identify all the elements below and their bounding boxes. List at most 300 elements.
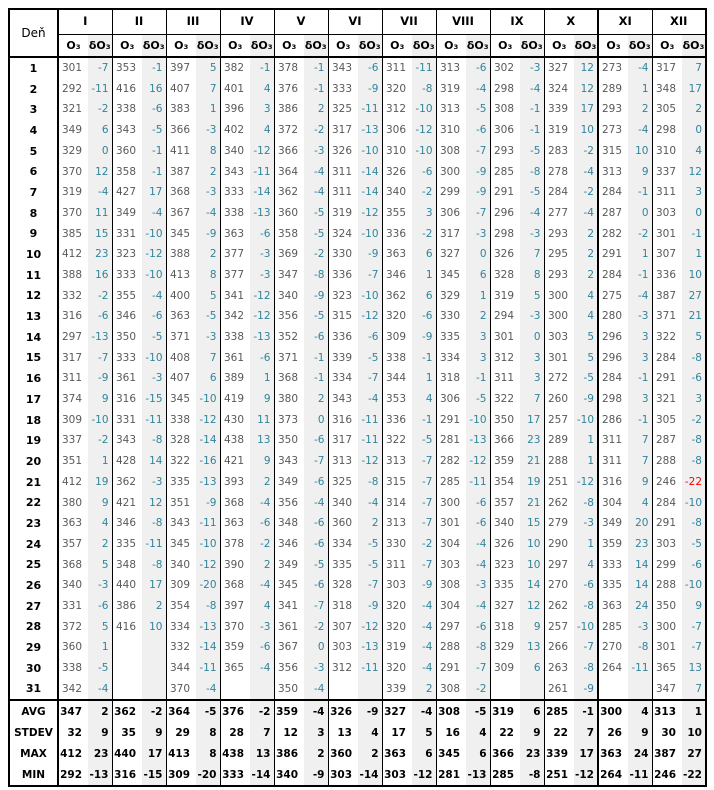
o3-cell: 388 (166, 244, 196, 265)
do3-subheader: δO₃ (466, 35, 490, 58)
do3-cell: 4 (574, 306, 598, 327)
do3-cell (628, 679, 652, 701)
do3-cell: 3 (628, 327, 652, 348)
do3-cell: 11 (88, 203, 112, 224)
o3-cell: 327 (544, 57, 574, 79)
table-row (9, 203, 706, 224)
do3-cell: -8 (682, 348, 706, 369)
do3-cell: -3 (466, 224, 490, 245)
summary-do3-cell: 4 (466, 722, 490, 743)
o3-cell: 402 (220, 120, 250, 141)
do3-cell: 10 (520, 534, 544, 555)
day-cell: 23 (9, 513, 58, 534)
do3-cell: -4 (412, 658, 436, 679)
o3-cell: 264 (598, 658, 628, 679)
do3-cell: -4 (466, 534, 490, 555)
o3-cell: 288 (652, 575, 682, 596)
do3-cell: -6 (304, 430, 328, 451)
do3-cell: -7 (682, 637, 706, 658)
o3-cell: 324 (328, 224, 358, 245)
o3-cell: 331 (112, 224, 142, 245)
do3-cell: -9 (88, 368, 112, 389)
o3-cell: 298 (652, 120, 682, 141)
o3-cell: 311 (382, 555, 412, 576)
do3-cell: -12 (250, 141, 274, 162)
summary-o3-cell: 303 (328, 764, 358, 786)
o3-cell: 377 (220, 265, 250, 286)
o3-cell: 343 (328, 57, 358, 79)
do3-cell: -2 (412, 534, 436, 555)
do3-cell: -4 (520, 79, 544, 100)
o3-cell: 343 (112, 430, 142, 451)
table-row (9, 57, 706, 79)
do3-cell: -1 (628, 368, 652, 389)
do3-cell: 3 (682, 389, 706, 410)
do3-cell: 5 (196, 57, 220, 79)
do3-cell: -1 (304, 348, 328, 369)
do3-cell: -3 (196, 120, 220, 141)
do3-cell: 2 (304, 389, 328, 410)
day-cell: 13 (9, 306, 58, 327)
do3-cell: -10 (358, 224, 382, 245)
do3-cell: -5 (88, 658, 112, 679)
month-header-IV: IV (220, 9, 274, 35)
highlighted-do3-cell: -22 (682, 472, 706, 493)
do3-cell: 5 (574, 348, 598, 369)
o3-cell: 320 (382, 658, 412, 679)
do3-cell: 17 (142, 575, 166, 596)
o3-cell: 285 (436, 472, 466, 493)
o3-cell: 416 (112, 79, 142, 100)
do3-cell: -4 (304, 161, 328, 182)
o3-cell: 416 (112, 617, 142, 638)
o3-cell: 340 (490, 513, 520, 534)
o3-cell: 313 (598, 161, 628, 182)
o3-cell: 311 (598, 451, 628, 472)
o3-cell: 346 (274, 534, 304, 555)
do3-cell: -6 (466, 492, 490, 513)
do3-cell: -7 (412, 555, 436, 576)
o3-cell: 300 (652, 617, 682, 638)
do3-cell: -12 (358, 451, 382, 472)
do3-cell: 1 (628, 79, 652, 100)
o3-cell: 363 (382, 244, 412, 265)
table-row (9, 79, 706, 100)
day-cell: 10 (9, 244, 58, 265)
do3-cell: 17 (520, 410, 544, 431)
do3-cell: -14 (358, 182, 382, 203)
o3-cell: 287 (652, 430, 682, 451)
o3-cell: 341 (274, 596, 304, 617)
do3-cell: 2 (250, 555, 274, 576)
o3-cell: 303 (652, 534, 682, 555)
o3-cell: 345 (436, 265, 466, 286)
do3-cell: -5 (358, 555, 382, 576)
do3-cell: 9 (520, 617, 544, 638)
do3-cell: 1 (412, 368, 436, 389)
o3-cell: 298 (490, 224, 520, 245)
do3-cell: -6 (250, 348, 274, 369)
o3-cell: 412 (58, 244, 88, 265)
table-row (9, 637, 706, 658)
o3-cell: 390 (220, 555, 250, 576)
do3-cell: 2 (628, 99, 652, 120)
do3-cell: -8 (358, 472, 382, 493)
month-header-VII: VII (382, 9, 436, 35)
do3-cell: -5 (358, 348, 382, 369)
do3-cell: -11 (142, 410, 166, 431)
do3-subheader: δO₃ (520, 35, 544, 58)
do3-cell: -1 (250, 57, 274, 79)
o3-cell: 411 (166, 141, 196, 162)
o3-cell: 322 (166, 451, 196, 472)
o3-cell: 333 (112, 348, 142, 369)
table-row (9, 679, 706, 701)
o3-cell: 262 (544, 596, 574, 617)
o3-cell: 376 (274, 79, 304, 100)
o3-cell: 318 (436, 368, 466, 389)
o3-subheader: O₃ (58, 35, 88, 58)
month-header-IX: IX (490, 9, 544, 35)
do3-cell: 17 (142, 182, 166, 203)
o3-cell: 386 (112, 596, 142, 617)
do3-cell: -7 (304, 451, 328, 472)
o3-cell: 371 (652, 306, 682, 327)
summary-o3-cell: 281 (436, 764, 466, 786)
o3-cell: 308 (436, 575, 466, 596)
o3-cell: 305 (652, 99, 682, 120)
o3-subheader: O₃ (220, 35, 250, 58)
o3-cell: 362 (112, 472, 142, 493)
do3-cell: 4 (250, 120, 274, 141)
o3-cell: 368 (58, 555, 88, 576)
o3-subheader: O₃ (490, 35, 520, 58)
table-row (9, 306, 706, 327)
o3-cell: 288 (436, 637, 466, 658)
do3-cell: -9 (358, 79, 382, 100)
do3-cell: 5 (196, 286, 220, 307)
do3-cell: -6 (466, 617, 490, 638)
o3-cell: 302 (490, 57, 520, 79)
do3-cell: -4 (304, 182, 328, 203)
do3-cell: -8 (196, 596, 220, 617)
do3-cell: -5 (574, 368, 598, 389)
o3-cell: 290 (544, 534, 574, 555)
do3-cell: 13 (682, 658, 706, 679)
o3-cell: 261 (544, 679, 574, 701)
summary-do3-cell: -5 (466, 700, 490, 722)
o3-cell: 351 (166, 492, 196, 513)
o3-cell: 333 (220, 182, 250, 203)
do3-cell: -4 (196, 203, 220, 224)
o3-cell: 359 (490, 451, 520, 472)
o3-cell: 370 (166, 679, 196, 701)
o3-cell: 323 (112, 244, 142, 265)
o3-cell: 299 (436, 182, 466, 203)
o3-cell: 336 (382, 410, 412, 431)
do3-cell: 21 (520, 451, 544, 472)
table-row (9, 286, 706, 307)
do3-cell: 23 (520, 430, 544, 451)
do3-cell: -3 (250, 244, 274, 265)
do3-cell: 12 (682, 161, 706, 182)
do3-cell: 17 (574, 99, 598, 120)
o3-cell: 368 (220, 492, 250, 513)
o3-cell: 370 (58, 161, 88, 182)
do3-cell: 6 (412, 286, 436, 307)
o3-cell: 331 (58, 596, 88, 617)
do3-subheader: δO₃ (142, 35, 166, 58)
summary-o3-cell: 387 (652, 743, 682, 764)
o3-cell: 263 (544, 658, 574, 679)
table-row (9, 327, 706, 348)
do3-cell: -9 (358, 596, 382, 617)
do3-cell: 4 (574, 286, 598, 307)
do3-cell: 12 (574, 57, 598, 79)
o3-cell: 312 (490, 348, 520, 369)
do3-cell: 3 (520, 368, 544, 389)
o3-cell: 289 (544, 430, 574, 451)
do3-cell: 12 (88, 161, 112, 182)
do3-cell: -1 (628, 265, 652, 286)
o3-cell: 348 (112, 555, 142, 576)
do3-cell: 11 (250, 410, 274, 431)
o3-cell: 342 (220, 306, 250, 327)
o3-cell: 304 (436, 596, 466, 617)
day-cell: 26 (9, 575, 58, 596)
do3-cell: -13 (466, 430, 490, 451)
o3-cell: 315 (598, 141, 628, 162)
o3-cell: 297 (544, 555, 574, 576)
do3-cell: -5 (412, 430, 436, 451)
o3-cell: 353 (382, 389, 412, 410)
o3-cell: 311 (58, 368, 88, 389)
do3-cell: -11 (358, 658, 382, 679)
summary-o3-cell: 30 (652, 722, 682, 743)
o3-cell: 280 (598, 306, 628, 327)
o3-cell: 337 (652, 161, 682, 182)
summary-do3-cell: 3 (304, 722, 328, 743)
o3-cell: 361 (220, 348, 250, 369)
summary-do3-cell: 4 (628, 700, 652, 722)
table-row (9, 265, 706, 286)
table-row (9, 120, 706, 141)
o3-cell: 323 (490, 555, 520, 576)
o3-cell: 310 (652, 141, 682, 162)
o3-cell: 341 (220, 286, 250, 307)
table-row (9, 617, 706, 638)
o3-cell: 352 (274, 327, 304, 348)
o3-cell: 382 (220, 57, 250, 79)
do3-subheader: δO₃ (250, 35, 274, 58)
o3-cell: 318 (328, 596, 358, 617)
do3-cell: 3 (466, 348, 490, 369)
do3-cell: -11 (196, 658, 220, 679)
do3-cell: 14 (142, 451, 166, 472)
summary-o3-cell: 386 (274, 743, 304, 764)
do3-cell: -4 (142, 203, 166, 224)
summary-o3-cell: 26 (598, 722, 628, 743)
do3-cell: -7 (358, 575, 382, 596)
do3-cell: 6 (412, 244, 436, 265)
o3-cell: 339 (544, 99, 574, 120)
o3-cell: 344 (382, 368, 412, 389)
day-cell: 17 (9, 389, 58, 410)
day-cell: 19 (9, 430, 58, 451)
o3-cell: 348 (652, 79, 682, 100)
summary-do3-cell: 13 (250, 743, 274, 764)
do3-cell: 10 (520, 555, 544, 576)
o3-cell: 368 (274, 368, 304, 389)
do3-cell: -1 (142, 57, 166, 79)
do3-cell: -9 (412, 575, 436, 596)
day-cell: 16 (9, 368, 58, 389)
o3-cell: 340 (328, 492, 358, 513)
do3-cell: -8 (574, 658, 598, 679)
table-row (9, 161, 706, 182)
o3-cell: 310 (436, 120, 466, 141)
do3-cell: -2 (304, 617, 328, 638)
do3-cell: 2 (412, 679, 436, 701)
do3-cell: -3 (628, 306, 652, 327)
do3-cell: -3 (142, 472, 166, 493)
do3-cell: -1 (412, 410, 436, 431)
o3-cell: 380 (58, 492, 88, 513)
do3-cell (142, 679, 166, 701)
do3-cell: -2 (304, 120, 328, 141)
table-row (9, 472, 706, 493)
o3-subheader: O₃ (652, 35, 682, 58)
o3-cell: 319 (328, 203, 358, 224)
summary-o3-cell: 316 (112, 764, 142, 786)
do3-cell: -6 (250, 637, 274, 658)
do3-cell: -12 (358, 617, 382, 638)
do3-cell: -3 (520, 57, 544, 79)
o3-cell: 371 (274, 348, 304, 369)
do3-cell: 4 (682, 141, 706, 162)
day-cell: 14 (9, 327, 58, 348)
do3-cell: -11 (466, 472, 490, 493)
do3-cell: -2 (466, 679, 490, 701)
do3-cell: -13 (250, 327, 274, 348)
do3-cell: -9 (412, 327, 436, 348)
o3-cell: 306 (490, 120, 520, 141)
o3-cell: 356 (274, 492, 304, 513)
o3-cell: 345 (166, 224, 196, 245)
do3-cell: 6 (466, 265, 490, 286)
o3-cell: 325 (328, 472, 358, 493)
summary-do3-cell: -9 (304, 764, 328, 786)
do3-cell: -14 (250, 182, 274, 203)
do3-cell: -6 (304, 327, 328, 348)
do3-cell: -1 (412, 348, 436, 369)
do3-cell: -5 (196, 306, 220, 327)
do3-cell: -3 (628, 617, 652, 638)
do3-cell: -4 (628, 57, 652, 79)
do3-cell: -8 (466, 637, 490, 658)
o3-cell: 287 (598, 203, 628, 224)
do3-cell: -8 (142, 555, 166, 576)
do3-cell: 2 (196, 161, 220, 182)
do3-cell: 0 (304, 637, 328, 658)
do3-cell: -20 (196, 575, 220, 596)
do3-cell: -5 (358, 534, 382, 555)
do3-cell: 10 (142, 617, 166, 638)
do3-cell: 1 (466, 286, 490, 307)
o3-cell: 319 (58, 182, 88, 203)
o3-cell: 332 (166, 637, 196, 658)
do3-cell: 7 (520, 389, 544, 410)
do3-cell: 20 (628, 513, 652, 534)
summary-o3-cell: 285 (544, 700, 574, 722)
o3-cell: 335 (436, 327, 466, 348)
o3-cell: 345 (166, 389, 196, 410)
o3-cell: 329 (58, 141, 88, 162)
o3-cell: 296 (598, 327, 628, 348)
do3-cell: -7 (412, 513, 436, 534)
do3-cell: -12 (196, 410, 220, 431)
o3-cell: 316 (328, 410, 358, 431)
o3-cell: 363 (220, 513, 250, 534)
o3-cell: 313 (328, 451, 358, 472)
o3-cell: 284 (598, 265, 628, 286)
o3-cell: 313 (436, 57, 466, 79)
do3-cell: -6 (142, 99, 166, 120)
do3-cell: 9 (628, 472, 652, 493)
do3-cell: -13 (88, 327, 112, 348)
do3-cell: -9 (196, 492, 220, 513)
o3-cell: 301 (58, 57, 88, 79)
o3-cell: 363 (58, 513, 88, 534)
table-header (9, 9, 706, 57)
day-cell: 15 (9, 348, 58, 369)
o3-cell: 270 (544, 575, 574, 596)
do3-cell: -10 (358, 286, 382, 307)
do3-cell: 1 (574, 430, 598, 451)
do3-cell: -12 (196, 555, 220, 576)
do3-cell: -3 (142, 368, 166, 389)
o3-cell: 327 (490, 596, 520, 617)
do3-cell: -12 (574, 472, 598, 493)
o3-cell: 359 (220, 637, 250, 658)
do3-cell: -10 (412, 99, 436, 120)
do3-cell: -4 (142, 286, 166, 307)
table-row (9, 368, 706, 389)
o3-cell: 311 (598, 430, 628, 451)
o3-cell: 300 (436, 161, 466, 182)
o3-cell: 293 (544, 224, 574, 245)
o3-cell (328, 679, 358, 701)
o3-cell: 324 (544, 79, 574, 100)
o3-cell: 329 (436, 286, 466, 307)
o3-cell: 273 (598, 120, 628, 141)
o3-cell: 298 (490, 79, 520, 100)
do3-cell (142, 637, 166, 658)
o3-cell: 303 (382, 575, 412, 596)
summary-do3-cell: -4 (412, 700, 436, 722)
o3-cell: 369 (274, 244, 304, 265)
o3-cell: 291 (436, 658, 466, 679)
o3-cell: 309 (166, 575, 196, 596)
summary-do3-cell: 2 (88, 700, 112, 722)
header-row-subcolumns (9, 35, 706, 58)
do3-cell: -1 (304, 57, 328, 79)
do3-cell: -10 (412, 141, 436, 162)
do3-cell: 21 (682, 306, 706, 327)
do3-cell: -7 (412, 451, 436, 472)
table-row (9, 575, 706, 596)
table-row (9, 658, 706, 679)
